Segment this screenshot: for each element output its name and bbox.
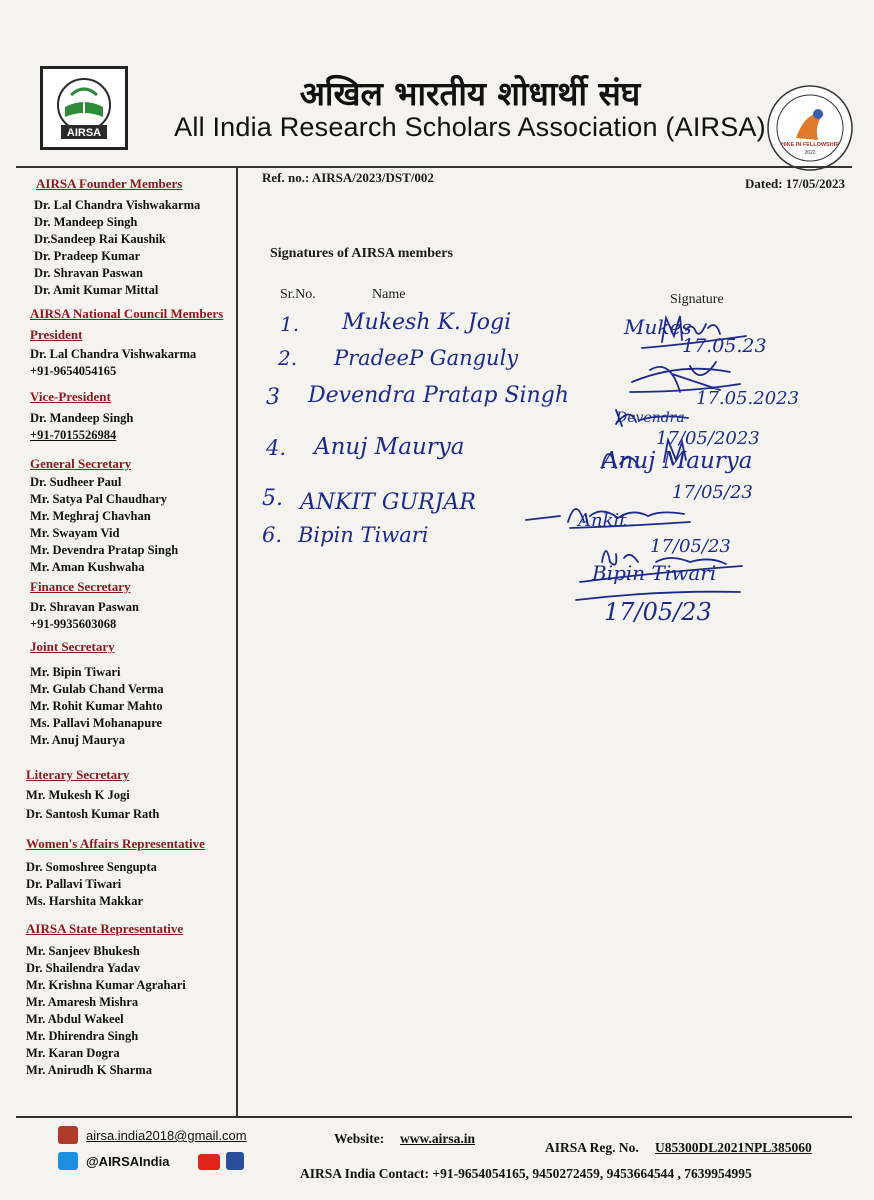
member: Mr. Rohit Kumar Mahto (30, 699, 163, 713)
row-sr: 3 (266, 385, 280, 410)
member: Dr. Pallavi Tiwari (26, 877, 122, 891)
title-hindi: अखिल भारतीय शोधार्थी संघ (299, 74, 641, 113)
footer-divider (16, 1116, 852, 1118)
column-header-sr: Sr.No. (280, 287, 316, 302)
member: Mr. Satya Pal Chaudhary (30, 492, 168, 506)
signatures-title: Signatures of AIRSA members (270, 246, 453, 261)
row-sr: 2. (278, 346, 298, 370)
member: Mr. Aman Kushwaha (30, 560, 145, 574)
signature: Devendra (616, 410, 685, 426)
twitter-icon[interactable] (58, 1152, 78, 1170)
member: Ms. Pallavi Mohanapure (30, 716, 163, 730)
member: Dr. Lal Chandra Vishwakarma (30, 347, 197, 361)
row-name: Mukesh K. Jogi (342, 310, 512, 335)
facebook-icon[interactable] (226, 1152, 244, 1170)
signature: Mukes (624, 315, 692, 339)
sig-date: 17/05/23 (650, 536, 731, 557)
member: Dr. Sudheer Paul (30, 475, 122, 489)
member: Ms. Harshita Makkar (26, 894, 144, 908)
sig-date: 17.05.2023 (696, 388, 800, 409)
sidebar-heading-finance-secretary: Finance Secretary (30, 579, 131, 594)
member: Mr. Bipin Tiwari (30, 665, 121, 679)
website-label: Website: (334, 1131, 385, 1146)
signature: Anuj Maurya (602, 448, 753, 474)
member: Dr. Mandeep Singh (30, 411, 134, 425)
member: Mr. Anirudh K Sharma (26, 1063, 152, 1077)
header-divider (16, 166, 852, 168)
row-sr: 5. (262, 486, 283, 511)
row-name: PradeeP Ganguly (334, 346, 519, 370)
sidebar-heading-president: President (30, 327, 83, 342)
row-sr: 1. (280, 312, 300, 336)
member: Mr. Mukesh K Jogi (26, 788, 130, 802)
member: Mr. Abdul Wakeel (26, 1012, 124, 1026)
column-header-name: Name (372, 287, 406, 302)
sidebar-heading-general-secretary: General Secretary (30, 456, 132, 471)
signature: Bipin Tiwari (592, 561, 717, 585)
member: Dr. Santosh Kumar Rath (26, 807, 160, 821)
member: Dr. Mandeep Singh (34, 215, 138, 229)
row-sr: 6. (262, 523, 283, 547)
row-name: Devendra Pratap Singh (308, 383, 569, 408)
sidebar-heading-vice-president: Vice-President (30, 389, 111, 404)
sidebar-heading-womens-affairs: Women's Affairs Representative (26, 836, 205, 851)
member: Dr. Shravan Paswan (34, 266, 143, 280)
member: Mr. Swayam Vid (30, 526, 120, 540)
sidebar-divider (236, 166, 238, 1116)
youtube-icon[interactable] (198, 1154, 220, 1170)
seal-year: 2022 (804, 150, 816, 156)
member: Mr. Anuj Maurya (30, 733, 126, 747)
sidebar-heading-founders: AIRSA Founder Members (36, 176, 183, 191)
member: Mr. Dhirendra Singh (26, 1029, 139, 1043)
reg-number: U85300DL2021NPL385060 (655, 1140, 812, 1155)
seal-text: HIKE IN FELLOWSHIP (781, 142, 839, 148)
signature: Ankit (578, 510, 627, 531)
member: Mr. Karan Dogra (26, 1046, 120, 1060)
email-link[interactable]: airsa.india2018@gmail.com (86, 1128, 247, 1143)
sidebar-heading-literary-secretary: Literary Secretary (26, 767, 130, 782)
member: Dr. Shailendra Yadav (26, 961, 141, 975)
member: Mr. Meghraj Chavhan (30, 509, 151, 523)
sidebar-heading-joint-secretary: Joint Secretary (30, 639, 115, 654)
row-name: Anuj Maurya (314, 434, 465, 460)
member: Mr. Gulab Chand Verma (30, 682, 164, 696)
website-link[interactable]: www.airsa.in (400, 1131, 476, 1146)
member: Dr. Somoshree Sengupta (26, 860, 157, 874)
reference-number: Ref. no.: AIRSA/2023/DST/002 (262, 170, 434, 185)
member: Mr. Devendra Pratap Singh (30, 543, 179, 557)
member: Dr. Amit Kumar Mittal (34, 283, 159, 297)
contact-line: AIRSA India Contact: +91-9654054165, 9450272459, 9453664544 , 7639954995 (300, 1166, 752, 1181)
date: Dated: 17/05/2023 (745, 176, 846, 191)
sig-date: 17.05.23 (682, 335, 767, 357)
sidebar-heading-state-representative: AIRSA State Representative (26, 921, 184, 936)
column-header-signature: Signature (670, 292, 724, 307)
title-english: All India Research Scholars Association (AIRSA) (174, 112, 766, 142)
phone: +91-9935603068 (30, 617, 117, 631)
member: Dr. Pradeep Kumar (34, 249, 141, 263)
member: Dr. Shravan Paswan (30, 600, 139, 614)
row-sr: 4. (266, 436, 287, 460)
airsa-logo (40, 66, 128, 150)
phone: +91-9654054165 (30, 364, 117, 378)
sig-date: 17/05/23 (672, 482, 753, 503)
member: Dr.Sandeep Rai Kaushik (34, 232, 166, 246)
twitter-handle[interactable]: @AIRSAIndia (86, 1154, 170, 1169)
sig-date: 17/05/23 (604, 598, 712, 626)
member: Mr. Krishna Kumar Agrahari (26, 978, 186, 992)
signature-area (520, 300, 850, 640)
member: Mr. Amaresh Mishra (26, 995, 139, 1009)
sidebar-heading-council: AIRSA National Council Members (30, 306, 224, 321)
sig-date: 17/05/2023 (656, 428, 760, 449)
logo-left-text: AIRSA (66, 127, 102, 139)
member: Dr. Lal Chandra Vishwakarma (34, 198, 201, 212)
member: Mr. Sanjeev Bhukesh (26, 944, 140, 958)
reg-label: AIRSA Reg. No. (545, 1140, 639, 1155)
row-name: ANKIT GURJAR (300, 490, 476, 515)
email-icon (58, 1126, 78, 1144)
phone: +91-7015526984 (30, 428, 117, 442)
row-name: Bipin Tiwari (298, 523, 429, 547)
